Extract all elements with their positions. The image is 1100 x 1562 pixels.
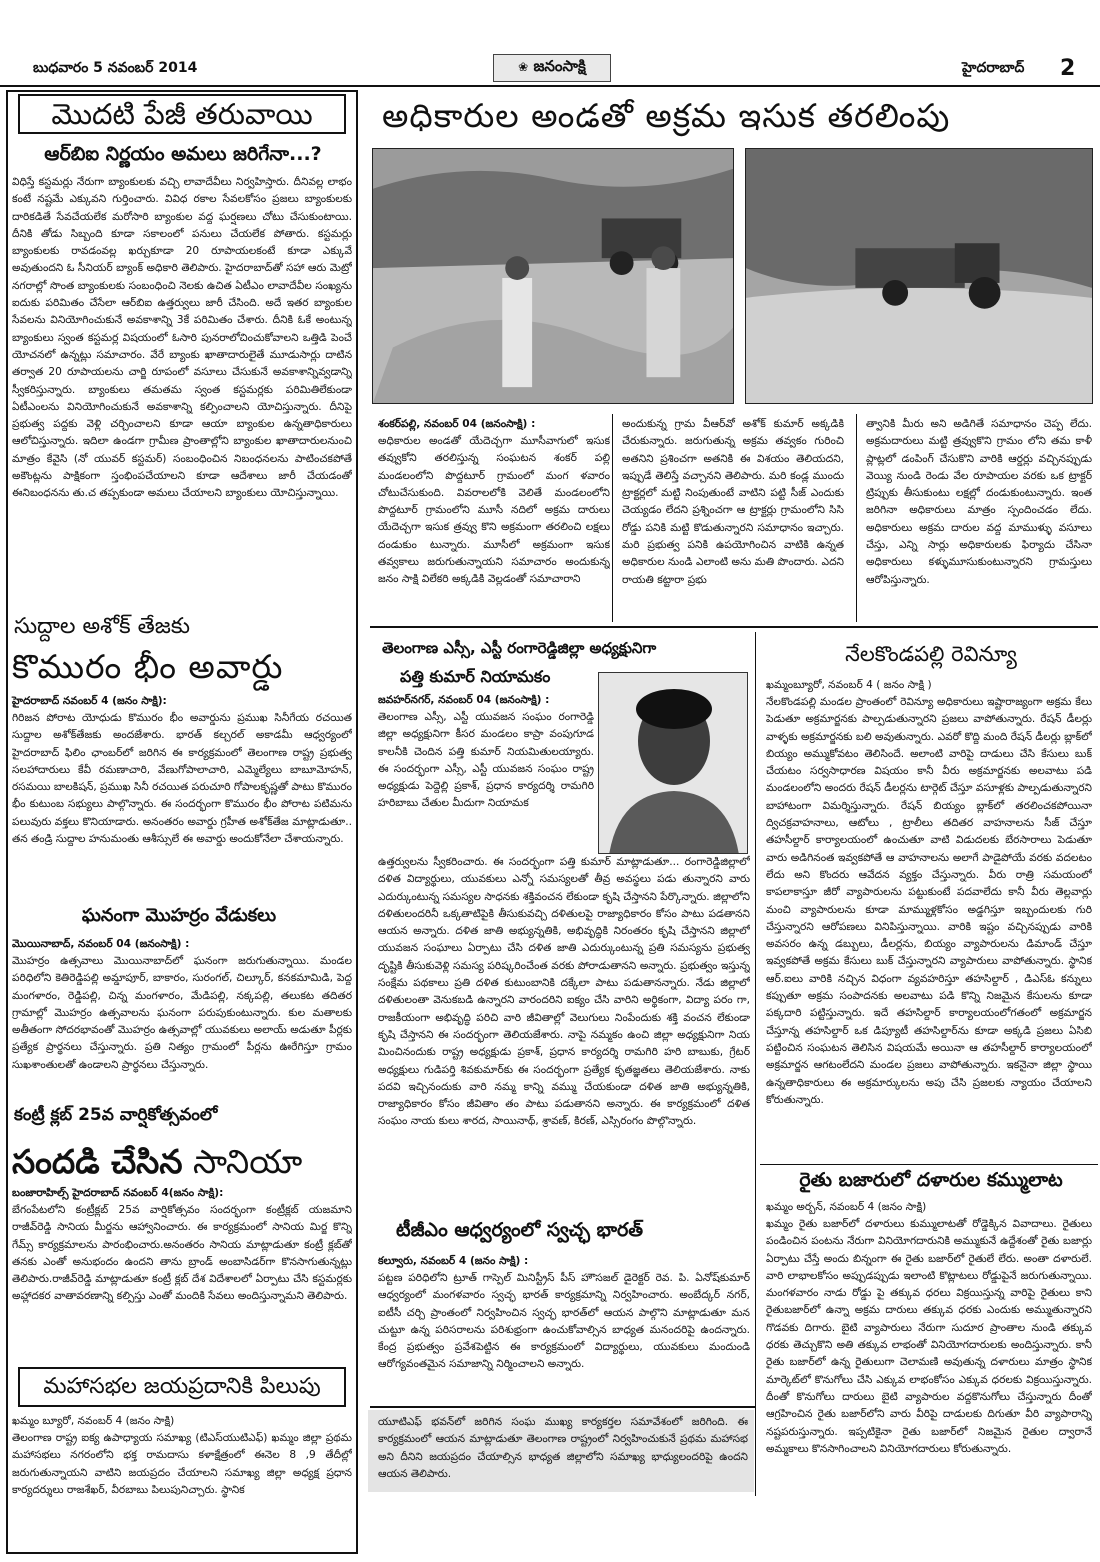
sand-dateline: శంకర్‌పల్లి, నవంబర్ 04 (జనంసాక్షి) : <box>378 418 536 430</box>
sand-body-col2: అందుకున్న గ్రామ వీఆర్‌వో అశోక్ కుమార్ అక్కడికి చేరుకున్నారు. జరుగుతున్న అక్రమ తవ్వకం గురించి అతనిని ప్రశించగా అతనికి ఈ విశయం తెలియదని, ఇప్పుడే తెలిస్తే వచ్చానని తెలిపారు. మరి కండ్ల ముందు ట్రాక్టర్లలో మట్టి నింపుతుంటే వాటిని పట్టి సీజ్ ఎందుకు చెయ్యడం లేదని ప్రశ్నించగా ఆ ట్రాక్టర్లు గ్రామంలోని సిసి రోడ్డు పనికి మట్టి కొడుతున్నారని సమాధానం ఇచ్చారు. మరి ప్రభుత్వ పనికి ఉపయోగించిన వాటికి ఉన్నత అధికారుల నుండి ఎలాంటి అను మతి పొందారు. ఎదని రాయతి కట్టారా ప్రభు <box>622 418 844 586</box>
revenue-headline: నేలకొండపల్లి రెవిన్యూ <box>845 642 1017 666</box>
scst-headline: పత్తి కుమార్ నియామకం <box>400 667 551 686</box>
section-rule <box>760 1164 1098 1165</box>
continued-title: మొదటి పేజీ తరువాయి <box>51 97 313 131</box>
rbi-headline: ఆర్‌బిఐ నిర్ణయం అమలు జరిగేనా...? <box>44 143 322 165</box>
sania-headline-part1: సందడి చేసిన <box>12 1142 183 1181</box>
scst-dateline: జవహర్‌నగర్, నవంబర్ 04 (జనంసాక్షి) : <box>378 694 550 706</box>
revenue-dateline: ఖమ్మంబ్యూరో, నవంబర్ 4 ( జనం సాక్షి ) <box>766 679 932 691</box>
muharram-dateline: మొయినాబాద్, నవంబర్ 04 (జనంసాక్షి) : <box>12 938 190 950</box>
revenue-body: నేలకొండపల్లి మండల ప్రాంతంలో రెవిన్యూ అధికారులు ఇష్టారాజ్యంగా అక్రమ కేలు పెడుతూ అక్రమార్జనకు పాల్పడుతున్నారని ప్రజలు వాపోతున్నారు. రేషన్ డీలర్లు వాళ్ళకు అక్రమార్జనకు బలి అవుతున్నారు. ఎవరో కొద్ది మంది రేషన్ డీలర్లు బ్లాక్‌లో బియ్యం అమ్ముకోవటం తెలిసిందే. అలాంటి వారిపై దాడులు చేసి కేసులు బుక్ చేయటం సర్వసాధారణ విషయం కానీ వీరు అక్రమార్జనకు అలవాటు పడి మండలంలోని అందరు రేషన్ డీలర్లను టార్గెట్ చేస్తూ వసూళ్లకు పాల్పడుతున్నారని బాహాటంగా విమర్శిస్తున్నారు. రేషన్ బియ్యం బ్లాక్‌లో తరలించకపోయినా ద్విచక్రవాహనాలు, ఆటోలు , ట్రాలీలు తదితర వాహనాలను సీజ్ చేస్తూ తహసీల్దార్ కార్యాలయంలో ఉంచుతూ వాటి విడుదలకు బేరసారాలు పెడుతూ వారు అడిగినంత ఇవ్వకపోతే ఆ వాహనాలను అలాగే పాడైపోయే వరకు వదలటం లేదు అని కొందరు ఆవేదన వ్యక్తం చేస్తున్నారు. వీరు రాత్రి సమయంలో కాపలాకాస్తూ జీరో వ్యాపారులను పట్టుకుంటే పదవాలేదు కానీ వీరు తెల్లవార్లు మంచి వ్యాపారులను కూడా మామ్ముళ్లకోసం అడ్డగిస్తూ ఇబ్బందులకు గురి చేస్తున్నారని ఆరోపణలు వినిపిస్తున్నాయి. వారికి ఇష్టం వచ్చినప్పుడు వారికి అవసరం ఉన్న డబ్బులు, డీలర్లను, బియ్యం వ్యాపారులను డిమాండ్ చేస్తూ ఇవ్వకపోతే అక్రమ కేసులు బుక్ చేస్తున్నారని వ్యాపారులు వాపోతున్నారు. స్థానిక ఆర్.ఐలు వారికి నచ్చిన విధంగా వ్యవహరిస్తూ తహసిల్దార్ , డిఎస్ఓ కన్నులు కప్పుతూ అక్రమ సంపాదనకు అలవాటు పడి కొన్ని నిజమైన కేసులను కూడా పక్కదారి పట్టిస్తున్నారు. ఇదే తహసిల్దార్ కార్యాలయంలోగతంలో అక్రమార్జన చేస్తూన్న తహసిల్దార్ ఒక డిప్యూటీ తహసిల్దార్‌ను కూడా అక్కడి ప్రజలు ఏసిబి పట్టించిన సంఘటన తెలిసిన విషయమే అయినా ఆ తహసీల్దార్ కార్యాలయంలో అక్రమార్జన ఆగటంలేదని మండల ప్రజలు వాపోతున్నారు. ఇకనైనా జిల్లా స్థాయి ఉన్నతాధికారులు ఈ అక్రమార్కులను అపు చేసి ప్రజలకు న్యాయం చేయాలని కోరుతున్నారు. <box>766 696 1092 1106</box>
section-rule <box>370 1406 756 1408</box>
muharram-body: మొహర్రం ఉత్సవాలు మొయినాబాద్‌లో ఘనంగా జరుగుతున్నాయి. మండల పరిధిలోని కెతిరెడ్డిపల్లి అమ్డాపూర్, బాకారం, సురంగల్, చిల్కూర్, కనకమామిడి, పెద్ద మంగళారం, రెడ్డిపల్లి, చిన్న మంగళారం, మేడిపల్లి, నక్కపల్లి, తలుకట తదితర గ్రామాల్లో మొహర్రం ఉత్సవాలను ఘనంగా పరుపుకుంటున్నారు. కుల మతాలకు అతీతంగా సోదరభావంతో మొహర్రం ఉత్సవాల్లో యువకులు అలాయ్ అడుతూ పీర్లకు ప్రత్యేక ప్రార్థనలు చేస్తున్నారు. ప్రతి నిత్యం గ్రామంలో పీర్లను ఊరేగిస్తూ గ్రామం సుఖశాంతులతో ఉండాలని ప్రార్థనలు చేస్తున్నారు. <box>12 955 352 1071</box>
muharram-headline: ఘనంగా మొహర్రం వేడుకలు <box>81 905 277 926</box>
sania-dateline: బంజారాహిల్స్ హైదరాబాద్ నవంబర్ 4(జనం సాక్షి): <box>12 1187 224 1199</box>
column-rule <box>612 414 613 622</box>
sand-mining-photo <box>372 148 734 404</box>
tractor-photo <box>745 148 1093 404</box>
swachh-dateline: కల్వూరు, నవంబర్ 4 (జనం సాక్షి) : <box>378 1255 529 1267</box>
sand-banner-headline: అధికారుల అండతో అక్రమ ఇసుక తరలింపు <box>382 96 951 135</box>
person-portrait <box>598 672 748 854</box>
section-rule <box>370 626 1098 628</box>
scst-body-top: తెలంగాణ ఎస్సీ, ఎస్టీ యువజన సంఘం రంగారెడ్డి జిల్లా అధ్యక్షునిగా కీసర మండలం కాప్రా వంపుగూడ కాలనీకి చెందిన పత్తి కుమార్ నియమితులయ్యారు. ఈ సందర్భంగా ఎస్సీ, ఎస్టీ యువజన సంఘం రాష్ట్ర అధ్యక్షుడు పెద్దెల్లి ప్రకాశ్, ప్రధాన కార్యదర్శి రామగిరి హరిబాబు చేతుల మీదుగా నియామక <box>378 711 594 810</box>
city-name: హైదరాబాద్ <box>962 60 1025 76</box>
scst-kicker: తెలంగాణ ఎస్సీ, ఎస్టీ రంగారెడ్డిజిల్లా అధ్యక్షునిగా <box>382 639 657 657</box>
sand-body-col3: త్వానికి మీరు అని అడిగితే సమాధానం చెప్ప లేదు. అక్రమదారులు మట్టి త్రవ్వుకొని గ్రామం లోని తమ కాళీ ప్లాట్లలో డంపింగ్ చేసుకొని వారికి ఆర్డర్లు వచ్చినప్పుడు వెయ్యి నుండి రెండు వేల రూపాయల వరకు ఒక ట్రాక్టర్ ట్రిప్పుకు తీసుకుంటు లక్షల్లో దండుకుంటున్నారు. ఇంత జరిగినా అధికారులు మాత్రం స్పందించడం లేదు. అధికారులు అక్రమ దారుల వద్ద మాముళ్ళు వసూలు చేస్తు, ఎన్ని సార్లు అధికారులకు ఫిర్యాదు చేసినా అధికారులు కళ్ళుమూసుకుంటున్నారని గ్రామస్తులు ఆరోపిస్తున్నారు. <box>866 418 1092 586</box>
swachh-headline: టీజీఎం ఆధ్వర్యంలో స్వచ్ఛ భారత్ <box>396 1219 643 1241</box>
issue-date: బుధవారం 5 నవంబర్ 2014 <box>33 60 198 76</box>
market-headline: రైతు బజారులో దళారుల కమ్ములాట <box>799 1169 1063 1191</box>
bottom-mid-body: యూటిఎఫ్ భవన్‌లో జరిగిన సంఘ ముఖ్య కార్యకర్తల సమావేశంలో జరిగింది. ఈ కార్యక్రమంలో ఆయన మాట్లాడుతూ తెలంగాణ రాష్ట్రంలో నిర్వహించుకునే ప్రథమ మహాసభ అని దీనిని జయప్రదం చేయాల్సిన భాధ్యత జిల్లాలోని సమాఖ్య భాధ్యులందరిపై ఉందని ఆయన తెలిపారు. <box>378 1416 748 1480</box>
award-headline: కొమురం భీం అవార్డు <box>12 647 284 686</box>
masthead-title: జనంసాక్షి <box>533 57 586 75</box>
column-rule <box>755 632 756 1496</box>
scst-body-bottom: ఉత్తర్వులను స్వీకరించారు. ఈ సందర్భంగా పత్తి కుమార్ మాట్లాడుతూ... రంగారెడ్డిజిల్లాలో దళిత విద్యార్థులు, యువకులు ఎన్నో సమస్యలతో తీవ్ర అవస్థలు పడు తున్నారని వారు ఎదుర్కుంటున్న సమస్యల సాధనకు శక్తివంచన లేకుండా కృషి చేస్తానని పేర్కొన్నారు. జిల్లాలోని దళితులందరినీ ఒక్కతాటిపైకి తీసుకువచ్చి దళితులపై రాజ్యాధికారం కోసం పాటు పడతానని ఆయన అన్నారు. దళిత జాతి అభ్యున్నతికి, అభివృద్ధికి నిరంతరం కృషి చేస్తానని జిల్లాలో యువజన సంఘాలు ఏర్పాటు చేసి దళిత జాతి ఎదుర్కుంటున్న ప్రతి సమస్యను ప్రభుత్వ దృష్టికి తీసుకువెళ్లి సమస్య పరిష్కరించేంత వరకు పోరాడుతానని అన్నారు. ప్రభుత్వం ఇస్తున్న సంక్షేమ పథకాలు ప్రతి దళిత కుటుంబానికి దక్కేలా పాటు పడుతానన్నారు. నేడు జిల్లాలో దళితులంతా వెనుకబడి ఉన్నారని వారందరిని ఐక్యం చేసి వారిని అర్థికంగా, విద్యా పరం గా, రాజకీయంగా అభివృద్ధి పరిచి వారి జీవితాల్లో వెలుగులు నింపేందుకు శక్తి వంచన లేకుండా కృషి చేస్తానని ఈ సందర్భంగా తెలియజేశారు. నాపై నమ్మకం ఉంచి జిల్లా అధ్యక్షునిగా నియ మించినందుకు రాష్ట్ర అధ్యక్షుడు ప్రకాశ్, ప్రధాన కార్యదర్శి రామగిరి హరి బాబుకు, గ్రేటర్ అధ్యక్షులు గుడిపర్తి శివకుమార్‌కు ఈ సందర్భంగా ప్రత్యేక కృతజ్ఞతలు తెలియజేశారు. నాకు పదవి ఇచ్చినందుకు వారి నమ్మ కాన్ని వమ్ము చేయకుండా దళిత జాతి అభ్యున్నతికి, రాజ్యాధికారం కోసం జీవితాం తం పాటు పడుతానని అన్నారు. ఈ కార్యక్రమంలో దళిత సంఘం నాయ కులు శారద, సాయినాథ్, శ్రావణ్, కిరణ్, ఎస్సిరంగం పొల్గొన్నారు. <box>378 856 750 1128</box>
award-kicker: సుద్దాల అశోక్ తేజకు <box>14 614 190 639</box>
sania-kicker: కంట్రీ క్లబ్ 25వ వార్షికోత్సవంలో <box>14 1105 218 1125</box>
header-rule <box>0 85 1100 87</box>
swachh-body: పట్టణ పరిధిలోని ట్రూత్ గాస్పెల్ మినిస్ట్రీస్ పీస్ హౌసజల్ డైరెక్టర్ రెవ. పి. ఏనోష్‌కుమార్ ఆధ్వర్యంలో మంగళవారం స్వచ్ఛ భారత్ కార్యక్రమాన్ని నిర్వహించారు. అంబేద్కర్ నగర్, ఐటీసీ చర్చి ప్రాంతంలో నిర్వహించిన స్వచ్ఛ భారత్‌లో ఆయన పాల్గొని మాట్లాడుతూ మన చుట్టూ ఉన్న పరిసరాలను పరిశుభ్రంగా ఉంచుకోవాల్సిన బాధ్యత మనందరిపై ఉందన్నారు. కేంద్ర ప్రభుత్వం ప్రవేశపెట్టిన ఈ కార్యక్రమంలో విద్యార్థులు, యువకులు మందుండి ఆరోగ్యవంతమైన సమాజాన్ని నిర్మించాలని అన్నారు. <box>378 1272 750 1371</box>
award-body: గిరిజన పోరాట యోధుడు కొమురం భీం అవార్డును ప్రముఖ సినీగేయ రచయిత సుద్దాల అశోక్‌తేజకు అందజేశారు. భారత్ కల్చరల్ అకాడమీ ఆధ్వర్యంలో హైదరాబాద్ ఫిలిం ఛాంబర్‌లో జరిగిన ఈ కార్యక్రమంలో తెలంగాణ రాష్ట్ర ప్రభుత్వ సలహాదారులు కేవీ రమణాచారి, వేణుగోపాలాచారి, ఎమ్మెల్యేలు బాబూమోహన్, రసమయి బాలకిషన్, ప్రముఖ సినీ రచయిత పరుచూరి గోపాలకృష్ణతో పాటు కొమురం భీం కుటుంబ సభ్యులు పాల్గొన్నారు. ఈ సందర్భంగా కొమురం భీం పోరాట పటిమను పలువురు వక్తలు కొనియాడారు. అనంతరం అవార్డు గ్రహీత అశోక్‌తేజ మాట్లాడుతూ.. తన తండ్రి సుద్దాల హనుమంతు ఆశీస్సులే ఈ అవార్డు అందుకోనేలా చేశాయన్నారు. <box>12 712 352 846</box>
mahasabha-headline: మహాసభల జయప్రదానికి పిలుపు <box>43 1374 321 1399</box>
mahasabha-box <box>18 1367 346 1407</box>
market-body: ఖమ్మం రైతు బజార్‌లో దళారులు కుమ్ములాటతో రోడ్డెక్కిన వివాదాలు. రైతులు పండించిన పంటను నేరుగా వినియోగదారునికి అమ్ముకునే ఉద్దేశంతో రైతు బజార్లు ఏర్పాటు చేస్తే అందు బిన్నంగా ఈ రైతు బజార్‌లో రైతులే లేరు. అంతా దళారులే. వారి లాభాలకోసం అప్పుడప్పుడు ఇలాంటి కొట్లాటలు రోడ్డుపైనే జరుగుతున్నాయి. మంగళవారం నాడు రోడ్డు పై తక్కువ ధరలు విక్రయిస్తున్న వారిపై రైతులు కాని రైతుబజార్‌లో ఉన్నా అక్రమ దారులు తక్కువ ధరకు ఎందుకు అమ్ముతున్నారని గొడవకు దిగారు. బైటి వ్యాపారులు నేరుగా సుదూర ప్రాంతాల నుండి తక్కువ ధరకు తెచ్చుకొని అతి తక్కువ లాభంతో వినియోగదారులకు అందిస్తున్నారు. కానీ రైతు బజార్‌లో ఉన్న రైతులుగా చెలామణి అవుతున్న దళారులు మాత్రం స్థానిక మార్కెట్‌లో కొనుగోలు చేసి ఎక్కువ లాభంకోసం ఎక్కువ ధరలకు విక్రయిస్తున్నారు. దీంతో కొనుగోలు దారులు బైటి వ్యాపారుల వద్దకొనుగోలు చేస్తున్నారు దీంతో ఆగ్రహించిన రైతు బజార్‌లోని వారు వీరిపై దాడులకు దిగుతూ వీరి వ్యాపారాన్ని నష్టపరుస్తున్నారు. ఇప్పటికైనా రైతు బజార్‌లో నిజమైన రైతుల ద్వారానే అమ్మకాలు కొనసాగించాలని వినియోగదారులు కోరుతున్నారు. <box>766 1218 1092 1455</box>
award-dateline: హైదరాబాద్ నవంబర్ 4 (జనం సాక్షి): <box>12 695 167 707</box>
sania-headline <box>12 1140 302 1184</box>
lotus-logo-icon: ❀ <box>518 60 529 74</box>
rbi-body: విధిస్తే కస్టమర్లు నేరుగా బ్యాంకులకు వచ్చి లావాదేవీలు నిర్వహిస్తారు. దీనివల్ల లాభం కంటే నష్టమే ఎక్కువని గుర్తించారు. వివిధ రకాల సేవలకోసం ప్రజలు బ్యాంకులకు దారికడితే సేవచేయలేక మరోసారి బ్యాంకుల వద్ద ఘర్షణలు చోటు చేసుకుంటాయి. దీనికి తోడు సిబ్బంది కూడా సకాలంలో పనులు చేయలేక పోతారు. కస్టమర్లు బ్యాంకులకు రావడంవల్ల ఖర్చుకూడా 20 రూపాయలకంటే కూడా ఎక్కువే అవుతుందని ఓ సీనియర్ బ్యాంక్ అధికారి తెలిపారు. హైదరాబాద్‌తో సహా ఆరు మెట్రో నగరాల్లో సొంత బ్యాంకులకు సంబంధించి నెలకు ఉచిత ఏటీఎం లావాదేవీల సంఖ్యను ఐదుకు పరిమితం చేసేలా ఆర్‌బిఐ ఉత్తర్వులు జారీ చేసింది. అదే ఇతర బ్యాంకుల సేవలను వినియోగించుకునే అవకాశాన్ని 3కే పరిమితం చేశారు. దీనికి ఓకే అంటున్న బ్యాంకులు స్వంత కస్టమర్ల విషయంలో ఓసారి పునరాలోచించుకోవాలని ఒత్తిడి పెంచే యోచనలో ఉన్నట్లు సమాచారం. వేరే బ్యాంకు ఖాతాదారులైతే మూడుసార్లు దాటిన తర్వాత 20 రూపాయలను చార్జి రూపంలో వసూలు చేసుకునే అవకాశాన్నివ్వడాన్ని స్వీకరిస్తున్నారు. బ్యాంకులు తమతమ స్వంత కస్టమర్లకు పరిమితిలేకుండా ఏటీఎంలను వినియోగించుకునే అవకాశాన్ని కల్పించాలని యోచిస్తున్నారు. దీనిపై ప్రభుత్వ పద్దకు వెళ్లి చర్చించాలని కూడా ఆయా బ్యాంకుల ఉన్నతాధికారులు ఆలోచిస్తున్నారు. ఇదిలా ఉండగా గ్రామీణ ప్రాంతాల్లోని బ్యాంకుల ఖాతాదారులనుంచి మాత్రం కేవైసి (నో యువర్ కస్టమర్) సంబంధించిన నిబంధనలను పాటించకపోతే అకౌంట్లను పాక్షికంగా స్తంభింపచేయాలని కూడా ఆదేశాలు జారీ చేయడంతో ఈనిబంధనను తు.చ తప్పకుండా అమలు చేయాలని బ్యాంకులు యోచిస్తున్నాయి. <box>12 176 352 500</box>
page-number: 2 <box>1060 56 1076 81</box>
column-rule <box>856 414 857 622</box>
market-dateline: ఖమ్మం అర్బన్, నవంబర్ 4 (జనం సాక్షి) <box>766 1201 927 1213</box>
masthead <box>493 54 611 82</box>
mahasabha-dateline: ఖమ్మం బ్యూరో, నవంబర్ 4 (జనం సాక్షి) <box>12 1415 175 1427</box>
sania-headline-part2: సానియా <box>193 1142 303 1181</box>
sand-body-col1: అధికారుల అండతో యేదెచ్చగా మూసీవాగులో ఇసుక తవ్వుకోని తరలిస్తున్న సంఘటన శంకర్ పల్లి మండలంలోని పొద్దటూర్ గ్రామంలో మంగ ళవారం చోటుచేసుకుంది. వివరాలలోకి వెలితే మండలంలోని పొద్దటూర్ గ్రామంలోని మూసీ నదిలో అక్రమ దారులు యేదెచ్చగా ఇసుక త్రవ్వు కొని అక్రమంగా తరలించి లక్షలు దండుకుం టున్నారు. మూసీలో అక్రమంగా ఇసుక తవ్వకాలు జరుగుతున్నాయని సమాచారం అందుకున్న జనం సాక్షి విలేకరి అక్కడికి వెల్లడంతో సమాచారాని <box>378 435 610 586</box>
continued-box <box>18 94 346 134</box>
sania-body: బేగంపేటలోని కంట్రీక్లబ్ 25వ వార్షికోత్సవం సందర్భంగా కంట్రీక్లబ్ యజమాని రాజీవ్‌రెడ్డి సానియ మీర్జను ఆహ్వానించారు. ఈ కార్యక్రమంలో సానియ మిర్జ కొన్ని గేమ్స్ కార్యక్రమాలను పారంభించారు.అనంతరం సానియ మాట్లాడుతూ కంట్రీ క్లబ్‌తో తనకు ఎంతో అనుభందం ఉందని తాను బ్రాండ్ అంబాసిడర్‌గా కొనసాగుతున్నట్లు తెలిపారు.రాజీవ్‌రెడ్డి మాట్లాడుతూ కంట్రీ క్లబ్ దేశ విదేశాలలో ఏర్పాటు చేసి కస్టమర్లకు అహ్లాదకర వాతావరణాన్ని కల్పిస్తు ఎంతో మందికి సేవలు అందిస్తున్నామని తెలిపారు. <box>12 1204 352 1303</box>
mahasabha-body: తెలంగాణ రాష్ట్ర ఐక్య ఉపాధ్యాయ సమాఖ్య (టిఎస్‌యుటిఎఫ్) ఖమ్మం జిల్లా ప్రథమ మహాసభలు నగరంలోని భక్త రామదాసు కళాక్షేత్రంలో ఈనెల 8 ,9 తేదీల్లో జరుగుతున్నాయని వాటిని జయప్రదం చేయాలని సమాఖ్య జిల్లా అధ్యక్ష ప్రధాన కార్యదర్శులు రాజశేఖర్, వీరబాబు పిలుపునిచ్చారు. స్థానిక <box>12 1432 352 1496</box>
